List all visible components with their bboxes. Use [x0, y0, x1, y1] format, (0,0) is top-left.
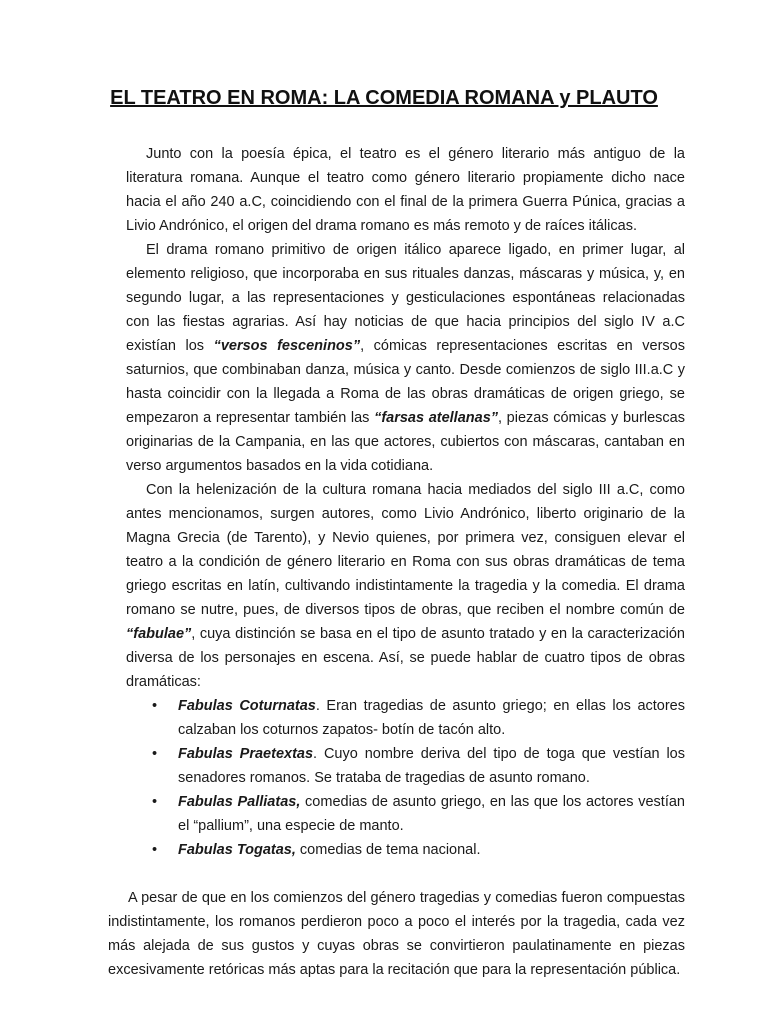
list-item: [152, 790, 685, 838]
bullet-icon: •: [152, 698, 158, 714]
type-name: Fabulas Praetextas: [178, 746, 314, 762]
page-title: EL TEATRO EN ROMA: LA COMEDIA ROMANA y PLAUTO: [110, 87, 658, 109]
type-name: Fabulas Palliatas,: [178, 794, 301, 810]
paragraph-intro: Junto con la poesía épica, el teatro es el género literario más antiguo de la literatura romana. Aunque el teatro como género literario propiamente dicho nace hacia el año 240 a.C, coincidiendo con el final de la primera Guerra Púnica, gracias a Livio Andrónico, el origen del drama romano es más remoto y de raíces itálicas.: [126, 146, 685, 234]
bullet-icon: •: [152, 746, 158, 762]
fabulae-types-list: [126, 694, 685, 862]
type-description: comedias de asunto griego, en las que los actores vestían el “pallium”, una especie de manto.: [178, 794, 685, 834]
bullet-icon: •: [152, 842, 158, 858]
term-versos-fesceninos: “versos fesceninos”: [213, 338, 361, 354]
term-fabulae: “fabulae”: [126, 626, 192, 642]
document-body: [108, 142, 686, 982]
type-description: comedias de tema nacional.: [295, 842, 481, 858]
paragraph-hellenization: [126, 478, 685, 694]
paragraph-origins-text-b: , cómicas representaciones escritas en versos saturnios, que combinaban danza, música y canto. Desde comienzos de siglo III.a.C y hasta coincidir con la llegada a Roma de las obras dramáticas de origen griego, se empezaron a representar también las: [126, 338, 685, 426]
list-item: [152, 742, 685, 790]
type-description: . Cuyo nombre deriva del tipo de toga que vestían los senadores romanos. Se trataba de tragedias de asunto romano.: [178, 746, 685, 786]
type-name: Fabulas Togatas,: [178, 842, 296, 858]
list-item: [152, 838, 685, 862]
paragraph-origins-text-a: El drama romano primitivo de origen itálico aparece ligado, en primer lugar, al elemento religioso, que incorporaba en sus rituales danzas, máscaras y música, y, en segundo lugar, a las representaciones y gesticulaciones espontáneas relacionadas con las fiestas agrarias. Así hay noticias de que hacia principios del siglo IV a.C existían los: [126, 242, 685, 354]
paragraph-decline-of-tragedy: A pesar de que en los comienzos del género tragedias y comedias fueron compuestas indistintamente, los romanos perdieron poco a poco el interés por la tragedia, cada vez más alejada de sus gustos y cuyas obras se convirtieron paulatinamente en piezas excesivamente retóricas más aptas para la recitación que para la representación pública.: [108, 890, 685, 978]
bullet-icon: •: [152, 794, 158, 810]
type-name: Fabulas Coturnatas: [178, 698, 316, 714]
paragraph-hellenization-text-b: , cuya distinción se basa en el tipo de asunto tratado y en la caracterización diversa de los personajes en escena. Así, se puede hablar de cuatro tipos de obras dramáticas:: [126, 626, 685, 690]
list-item: [152, 694, 686, 742]
paragraph-origins-text-c: , piezas cómicas y burlescas originarias de la Campania, en las que actores, cubiertos con máscaras, cantaban en verso argumentos basados en la vida cotidiana.: [126, 410, 685, 474]
paragraph-hellenization-text-a: Con la helenización de la cultura romana hacia mediados del siglo III a.C, como antes mencionamos, surgen autores, como Livio Andrónico, liberto originario de la Magna Grecia (de Tarento), y Nevio quienes, por primera vez, consiguen elevar el teatro a la condición de género literario en Roma con sus obras dramáticas de tema griego escritas en latín, cultivando indistintamente la tragedia y la comedia. El drama romano se nutre, pues, de diversos tipos de obras, que reciben el nombre común de: [126, 482, 685, 618]
paragraph-spacer: [126, 862, 685, 886]
paragraph-origins: [126, 238, 685, 478]
type-description: . Eran tragedias de asunto griego; en ellas los actores calzaban los coturnos zapatos- botín de tacón alto.: [178, 698, 686, 738]
term-farsas-atellanas: “farsas atellanas”: [374, 410, 499, 426]
